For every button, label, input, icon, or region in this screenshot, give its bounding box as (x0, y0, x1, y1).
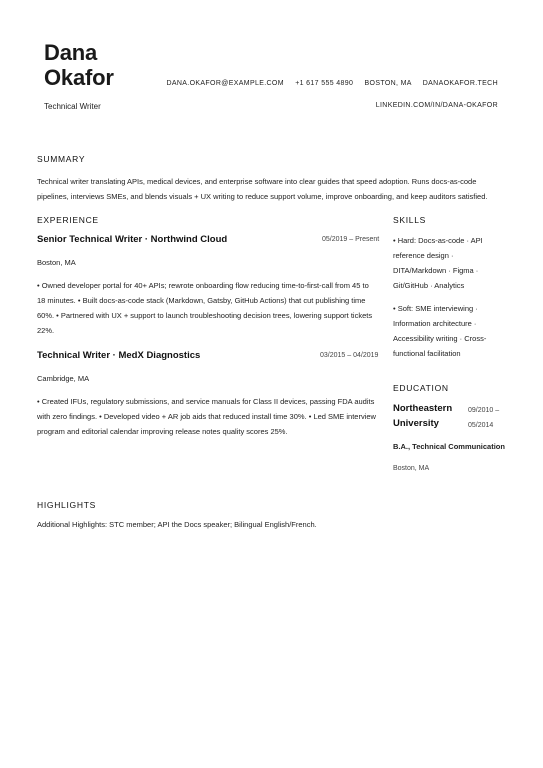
education-degree: B.A., Technical Communication (393, 442, 505, 451)
education-location: Boston, MA (393, 465, 430, 472)
contact-location: BOSTON, MA (364, 80, 412, 87)
skill-group-soft: • Soft: SME interviewing · Information architecture · Accessibility writing · Cross-functional facilitation (393, 304, 487, 358)
first-name: Dana (44, 40, 97, 65)
contact-website[interactable]: DANAOKAFOR.TECH (422, 80, 498, 87)
education-dates: 09/2010 – 05/2014 (468, 407, 500, 429)
last-name: Okafor (44, 65, 114, 90)
skills-heading: SKILLS (393, 215, 427, 225)
job-location: Cambridge, MA (37, 374, 90, 383)
contact-linkedin[interactable]: LINKEDIN.COM/IN/DANA-OKAFOR (375, 102, 498, 109)
education-heading: EDUCATION (393, 383, 449, 393)
contact-info (157, 80, 498, 87)
job-title: Technical Writer · MedX Diagnostics (37, 350, 201, 361)
job-role: Technical Writer (44, 102, 101, 111)
summary-text: Technical writer translating APIs, medical devices, and enterprise software into clear guides that speed adoption. Runs docs-as-code pipelines, interviews SMEs, and blends visuals + UX writing to reduce support volume, improve onboarding, and keep auditors satisfied. (37, 177, 488, 201)
job-dates: 03/2015 – 04/2019 (320, 352, 379, 359)
job-description: • Owned developer portal for 40+ APIs; rewrote onboarding flow reducing time-to-first-call from 45 to 18 minutes. • Built docs-as-code stack (Markdown, Gatsby, GitHub Actions) that cut publishing time 60%. • Partnered with UX + support to launch troubleshooting decision trees, lowering support tickets 22%. (37, 281, 373, 335)
contact-email[interactable]: DANA.OKAFOR@EXAMPLE.COM (166, 80, 284, 87)
experience-heading: EXPERIENCE (37, 215, 99, 225)
highlights-heading: HIGHLIGHTS (37, 500, 96, 510)
job-dates: 05/2019 – Present (322, 236, 380, 243)
highlights-text: Additional Highlights: STC member; API the Docs speaker; Bilingual English/French. (37, 520, 317, 529)
job-location: Boston, MA (37, 258, 76, 267)
contact-linkedin-row (367, 102, 498, 109)
job-title: Senior Technical Writer · Northwind Cloud (37, 234, 228, 245)
summary-heading: SUMMARY (37, 154, 86, 164)
candidate-name (44, 40, 114, 90)
job-description: • Created IFUs, regulatory submissions, and service manuals for Class II devices, passing FDA audits with zero findings. • Developed video + AR job aids that reduced install time 30%. • Led SME interview program and editorial calendar improving release notes quality scores 25%. (37, 397, 376, 436)
education-school: Northeastern University (393, 403, 453, 429)
skill-group-hard: • Hard: Docs-as-code · API reference design · DITA/Markdown · Figma · Git/GitHub · Analytics (393, 236, 483, 290)
contact-phone[interactable]: +1 617 555 4890 (295, 80, 354, 87)
